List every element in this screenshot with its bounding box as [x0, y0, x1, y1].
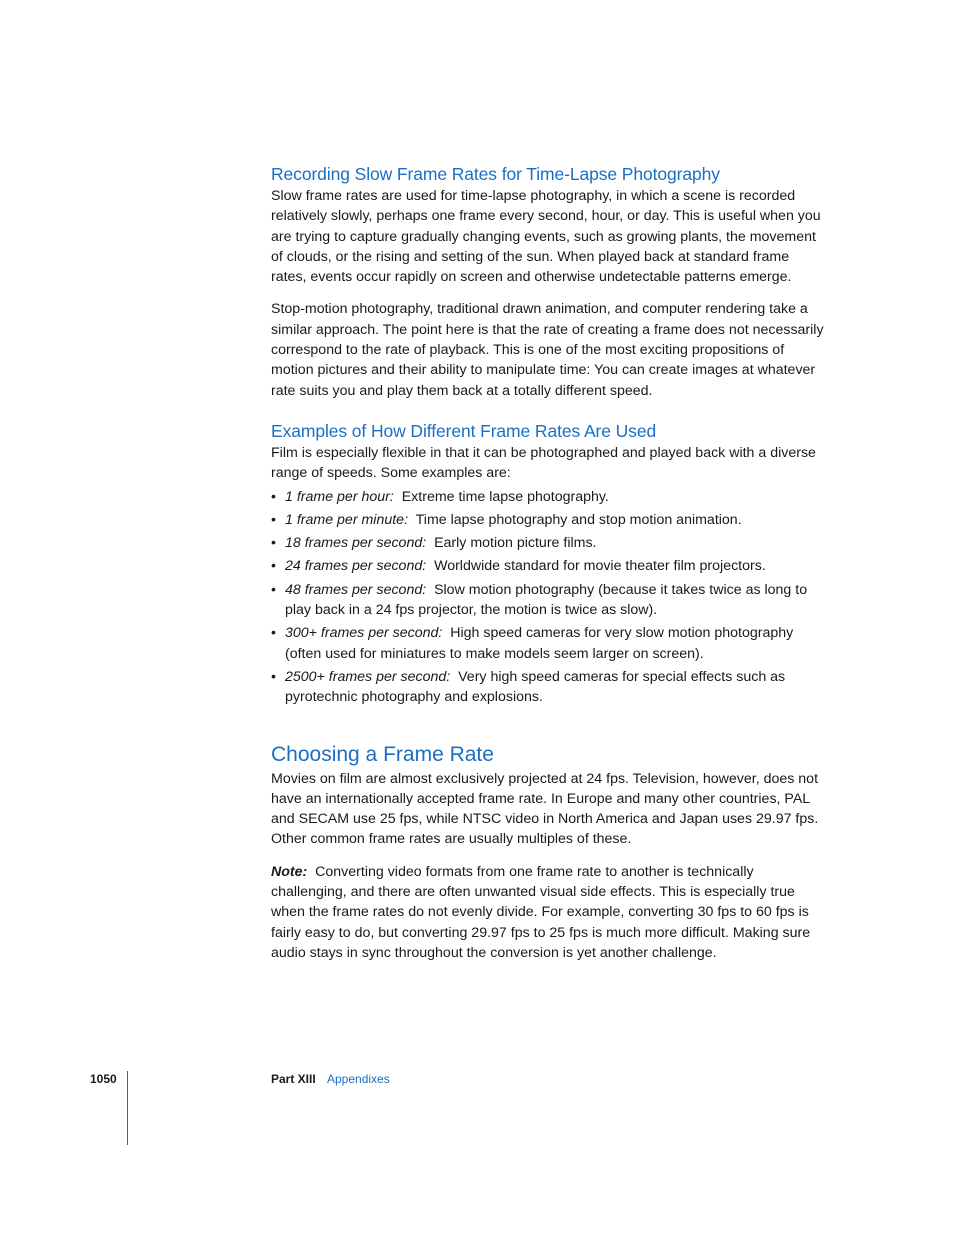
- paragraph-timelapse-1: Slow frame rates are used for time-lapse photography, in which a scene is recorded relatively slowly, perhaps one frame every second, hour, or day. This is useful when you are trying to capture gradually changing events, such as growing plants, the movement of clouds, or the rising and setting of the sun. When played back at standard frame rates, events occur rapidly on screen and otherwise undetectable patterns emerge.: [271, 188, 821, 286]
- list-item: [271, 510, 827, 530]
- heading-timelapse: Recording Slow Frame Rates for Time-Lapse Photography: [271, 164, 720, 184]
- list-item-term: 18 frames per second:: [285, 535, 427, 552]
- note-label: Note:: [271, 863, 308, 880]
- list-item: [271, 487, 827, 507]
- list-item-term: 2500+ frames per second:: [285, 668, 451, 685]
- list-item-text: Worldwide standard for movie theater film projectors.: [434, 558, 766, 575]
- footer-chapter-label: Appendixes: [327, 1072, 390, 1086]
- list-item-text: Time lapse photography and stop motion animation.: [415, 511, 742, 528]
- list-item-term: 24 frames per second:: [285, 558, 427, 575]
- bullet: •: [271, 535, 276, 552]
- list-item-term: 1 frame per minute:: [285, 511, 409, 528]
- note-text: Converting video formats from one frame rate to another is technically challenging, and there are often unwanted visual side effects. This is especially true when the frame rates do not evenly divide. For example, converting 30 fps to 60 fps is fairly easy to do, but converting 29.97 fps to 25 fps is much more difficult. Making sure audio stays in sync throughout the conversion is yet another challenge.: [271, 863, 811, 961]
- bullet: •: [271, 581, 276, 598]
- footer-divider: [127, 1071, 128, 1145]
- footer-part-label: Part XIII: [271, 1072, 316, 1086]
- heading-choosing-frame-rate: Choosing a Frame Rate: [271, 742, 494, 766]
- bullet: •: [271, 668, 276, 685]
- bullet: •: [271, 625, 276, 642]
- list-item-text: Extreme time lapse photography.: [401, 488, 609, 505]
- paragraph-note: [271, 862, 827, 963]
- paragraph-choosing-1: Movies on film are almost exclusively projected at 24 fps. Television, however, does not have an internationally accepted frame rate. In Europe and many other countries, PAL and SECAM use 25 fps, while NTSC video in North America and Japan uses 29.97 fps. Other common frame rates are usually multiples of these.: [271, 770, 819, 848]
- page-content: [271, 162, 827, 963]
- list-item-text: Early motion picture films.: [434, 535, 597, 552]
- list-item-term: 300+ frames per second:: [285, 625, 443, 642]
- list-item: [271, 580, 827, 621]
- bullet: •: [271, 488, 276, 505]
- list-item-term: 1 frame per hour:: [285, 488, 394, 505]
- list-item: [271, 623, 827, 664]
- paragraph-timelapse-2: Stop-motion photography, traditional drawn animation, and computer rendering take a similar approach. The point here is that the rate of creating a frame does not necessarily correspond to the rate of playback. This is one of the most exciting propositions of motion pictures and their ability to manipulate time: You can create images at whatever rate suits you and play them back at a totally different speed.: [271, 301, 824, 399]
- list-item: [271, 667, 827, 708]
- examples-list: [271, 487, 827, 708]
- bullet: •: [271, 558, 276, 575]
- list-item-text: Slow motion photography (because it takes twice as long to play back in a 24 fps projector, the motion is twice as slow).: [285, 581, 808, 619]
- list-item: [271, 556, 827, 576]
- list-item-term: 48 frames per second:: [285, 581, 427, 598]
- bullet: •: [271, 511, 276, 528]
- list-item: [271, 533, 827, 553]
- list-item-text: High speed cameras for very slow motion photography (often used for miniatures to make models seem larger on screen).: [285, 625, 794, 662]
- heading-examples: Examples of How Different Frame Rates Are Used: [271, 420, 657, 441]
- page-number: 1050: [90, 1072, 117, 1086]
- list-item-text: Very high speed cameras for special effects such as pyrotechnic photography and explosions.: [285, 668, 786, 706]
- paragraph-examples-intro: Film is especially flexible in that it can be photographed and played back with a diverse range of speeds. Some examples are:: [271, 444, 816, 482]
